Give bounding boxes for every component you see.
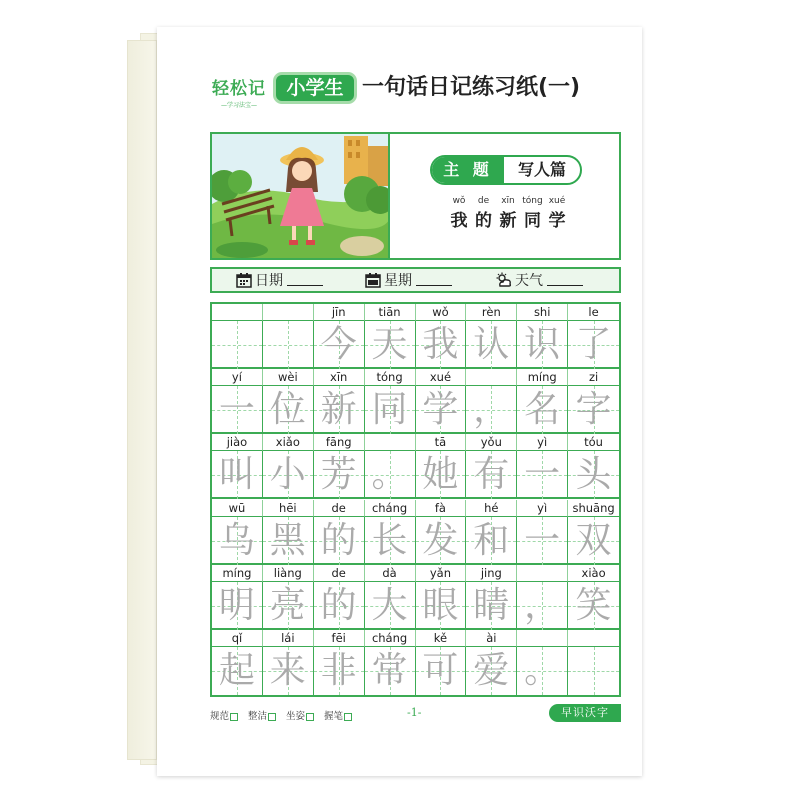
pinyin-cell: tā [416,434,467,451]
tian-zi-cell[interactable] [416,386,467,434]
trace-character: 头 [575,454,612,496]
tian-zi-cell[interactable] [568,321,619,369]
trace-character: 乌 [218,519,255,561]
trace-character: 。 [371,454,408,496]
pinyin-cell: le [568,304,619,321]
tian-zi-cell[interactable] [263,451,314,499]
topic-value: 写人篇 [517,160,566,179]
footer-stamp: 早识沃字 [549,704,621,722]
tian-zi-cell[interactable] [416,647,467,695]
char-band [212,386,619,434]
tian-zi-cell[interactable] [212,321,263,369]
trace-character: 天 [371,324,408,365]
pinyin-cell: xiǎo [263,434,314,451]
tian-zi-cell[interactable] [416,451,467,499]
char-band [212,451,619,499]
tian-zi-cell[interactable] [517,451,568,499]
pinyin-cell: jiào [212,434,263,451]
trace-character: 。 [524,650,561,691]
tian-zi-cell[interactable] [568,386,619,434]
grid-row [212,434,619,499]
pinyin-band [212,565,619,582]
trace-character: 亮 [269,584,306,626]
trace-character: 来 [269,650,306,691]
trace-character: 可 [422,650,459,691]
date-label: 日期 [255,273,283,289]
trace-character: 我 [422,324,459,365]
subject-char: 学 [548,211,566,231]
tian-zi-cell[interactable] [517,582,568,630]
tian-zi-cell[interactable] [365,582,416,630]
tian-zi-cell[interactable] [263,517,314,565]
girl-in-park-illustration [212,134,390,258]
tian-zi-cell[interactable] [263,647,314,695]
tian-zi-cell[interactable] [212,451,263,499]
pinyin-cell: yì [517,434,568,451]
subject-pinyin-item: de [477,196,490,206]
checkbox[interactable] [268,713,276,721]
brand-slogan: —学习法宝— [220,102,257,109]
trace-character: 识 [524,324,561,365]
trace-character: 明 [218,584,255,626]
tian-zi-cell[interactable] [212,582,263,630]
checkbox[interactable] [230,713,238,721]
trace-character: 的 [320,584,357,626]
tian-zi-cell[interactable] [365,517,416,565]
trace-character: 她 [422,454,459,496]
check-label: 整洁 [248,711,268,722]
char-band [212,517,619,565]
pinyin-cell: fà [416,500,467,517]
tian-zi-cell[interactable] [568,582,619,630]
subject-title [448,206,568,231]
trace-character: 字 [575,389,612,431]
weekday-field[interactable] [365,270,452,290]
subject-char: 新 [499,211,517,231]
pinyin-cell: dà [365,565,416,582]
pinyin-cell [466,369,517,386]
pinyin-cell: hēi [263,500,314,517]
tian-zi-cell[interactable] [466,647,517,695]
tian-zi-cell[interactable] [466,386,517,434]
pinyin-cell: cháng [365,500,416,517]
pinyin-cell: rèn [466,304,517,321]
trace-character: 一 [524,454,561,496]
pinyin-cell: yì [517,500,568,517]
trace-character: 一 [524,519,561,561]
pinyin-cell: wèi [263,369,314,386]
trace-character: 长 [371,519,408,561]
tian-zi-cell[interactable] [263,582,314,630]
tian-zi-cell[interactable] [212,647,263,695]
tian-zi-cell[interactable] [314,647,365,695]
trace-character: 叫 [218,454,255,496]
tian-zi-cell[interactable] [365,647,416,695]
tian-zi-cell[interactable] [365,321,416,369]
paper-stack-edge [127,40,157,760]
pinyin-cell: wū [212,500,263,517]
tian-zi-cell[interactable] [314,451,365,499]
tian-zi-cell[interactable] [517,321,568,369]
char-band [212,647,619,695]
tian-zi-cell[interactable] [568,451,619,499]
tian-zi-cell[interactable] [263,386,314,434]
subject-char: 我 [450,211,468,231]
trace-character: 小 [269,454,306,496]
brand-logo: 轻松记 [212,79,266,99]
trace-character: 黑 [269,519,306,561]
pinyin-cell [517,630,568,647]
pinyin-cell: liàng [263,565,314,582]
weather-blank[interactable] [547,274,583,286]
grade-badge: 小学生 [273,72,357,104]
trace-character: 双 [575,519,612,561]
topic-box [210,132,621,260]
pinyin-band [212,369,619,386]
grid-row [212,304,619,369]
tian-zi-cell[interactable] [568,647,619,695]
checkbox[interactable] [344,713,352,721]
trace-character: 认 [473,324,510,365]
pinyin-cell: qǐ [212,630,263,647]
trace-character: 起 [218,650,255,691]
trace-character: 眼 [422,584,459,626]
pinyin-cell: shuāng [568,500,619,517]
pinyin-cell: míng [212,565,263,582]
weather-field[interactable] [496,270,583,290]
trace-character: 学 [422,389,459,431]
grid-row [212,565,619,630]
trace-character: 有 [473,454,510,496]
footer [210,706,621,722]
subject-pinyin-item: xīn [501,196,515,206]
calendar-mon-icon [365,272,381,288]
pinyin-cell: fāng [314,434,365,451]
trace-character: ， [524,584,561,626]
tian-zi-cell[interactable] [466,321,517,369]
page-number: -1- [407,706,422,719]
tian-zi-cell[interactable] [212,517,263,565]
pinyin-cell: shi [517,304,568,321]
writing-grid [210,302,621,697]
char-band [212,321,619,369]
check-item[interactable] [210,708,238,722]
trace-character: 芳 [320,454,357,496]
trace-character: 笑 [575,584,612,626]
checkbox[interactable] [306,713,314,721]
pinyin-cell [365,434,416,451]
tian-zi-cell[interactable] [568,517,619,565]
pinyin-cell: fēi [314,630,365,647]
pinyin-cell: kě [416,630,467,647]
calendar-icon [236,272,252,288]
topic-info [390,134,619,258]
topic-pill [430,155,582,185]
grid-row [212,500,619,565]
subject-pinyin [448,196,568,206]
pinyin-cell: tóu [568,434,619,451]
sun-cloud-icon [496,272,512,288]
tian-zi-cell[interactable] [466,517,517,565]
tian-zi-cell[interactable] [212,386,263,434]
trace-character: 发 [422,519,459,561]
subject-char: 同 [524,211,541,231]
pinyin-band [212,500,619,517]
pinyin-band [212,434,619,451]
tian-zi-cell[interactable] [517,517,568,565]
brand [210,74,268,109]
weather-label: 天气 [515,273,543,289]
subject-pinyin-item: xué [548,196,566,206]
char-band [212,582,619,630]
tian-zi-cell[interactable] [517,386,568,434]
trace-character: 一 [218,389,255,431]
grid-row [212,630,619,695]
pinyin-cell: lái [263,630,314,647]
checklist [210,708,352,722]
trace-character: 非 [320,650,357,691]
check-item[interactable] [324,708,352,722]
pinyin-cell: zi [568,369,619,386]
illustration [212,134,390,258]
tian-zi-cell[interactable] [466,451,517,499]
pinyin-cell: hé [466,500,517,517]
tian-zi-cell[interactable] [365,451,416,499]
weekday-blank[interactable] [416,274,452,286]
tian-zi-cell[interactable] [314,321,365,369]
trace-character: 今 [320,324,357,365]
check-label: 坐姿 [286,711,306,722]
subject-char: 的 [475,211,492,231]
pinyin-cell: wǒ [416,304,467,321]
pinyin-cell: yǎn [416,565,467,582]
pinyin-cell: jing [466,565,517,582]
check-label: 规范 [210,711,230,722]
trace-character: 和 [473,519,510,561]
trace-character: 大 [371,584,408,626]
tian-zi-cell[interactable] [314,582,365,630]
tian-zi-cell[interactable] [365,386,416,434]
check-item[interactable] [248,708,276,722]
pinyin-cell [263,304,314,321]
pinyin-band [212,304,619,321]
trace-character: 的 [320,519,357,561]
pinyin-cell: xīn [314,369,365,386]
pinyin-cell: de [314,565,365,582]
trace-character: 名 [524,389,561,431]
tian-zi-cell[interactable] [416,582,467,630]
tian-zi-cell[interactable] [263,321,314,369]
pinyin-cell [517,565,568,582]
trace-character: 新 [320,389,357,431]
tian-zi-cell[interactable] [466,582,517,630]
subject-pinyin-item: tóng [522,196,543,206]
date-field[interactable] [236,270,323,290]
subject-pinyin-item: wǒ [452,196,466,206]
tian-zi-cell[interactable] [416,517,467,565]
page-title: 一句话日记练习纸(一) [362,75,581,100]
trace-character: 爱 [473,650,510,691]
tian-zi-cell[interactable] [517,647,568,695]
pinyin-cell: cháng [365,630,416,647]
pinyin-cell: xiào [568,565,619,582]
trace-character: 常 [371,650,408,691]
pinyin-cell: tóng [365,369,416,386]
trace-character: 位 [269,389,306,431]
tian-zi-cell[interactable] [314,386,365,434]
pinyin-band [212,630,619,647]
pinyin-cell: yǒu [466,434,517,451]
pinyin-cell [568,630,619,647]
weekday-label: 星期 [384,273,412,289]
tian-zi-cell[interactable] [314,517,365,565]
trace-character: 睛 [473,584,510,626]
pinyin-cell: jīn [314,304,365,321]
pinyin-cell: míng [517,369,568,386]
date-blank[interactable] [287,274,323,286]
tian-zi-cell[interactable] [416,321,467,369]
trace-character: 了 [575,324,612,365]
check-item[interactable] [286,708,314,722]
trace-character: 同 [371,389,408,431]
pinyin-cell: tiān [365,304,416,321]
topic-label: 主 题 [432,157,504,183]
check-label: 握笔 [324,711,344,722]
pinyin-cell: ài [466,630,517,647]
info-bar [210,267,621,293]
pinyin-cell: yí [212,369,263,386]
grid-row [212,369,619,434]
trace-character: ， [473,389,510,431]
pinyin-cell: xué [416,369,467,386]
pinyin-cell: de [314,500,365,517]
pinyin-cell [212,304,263,321]
